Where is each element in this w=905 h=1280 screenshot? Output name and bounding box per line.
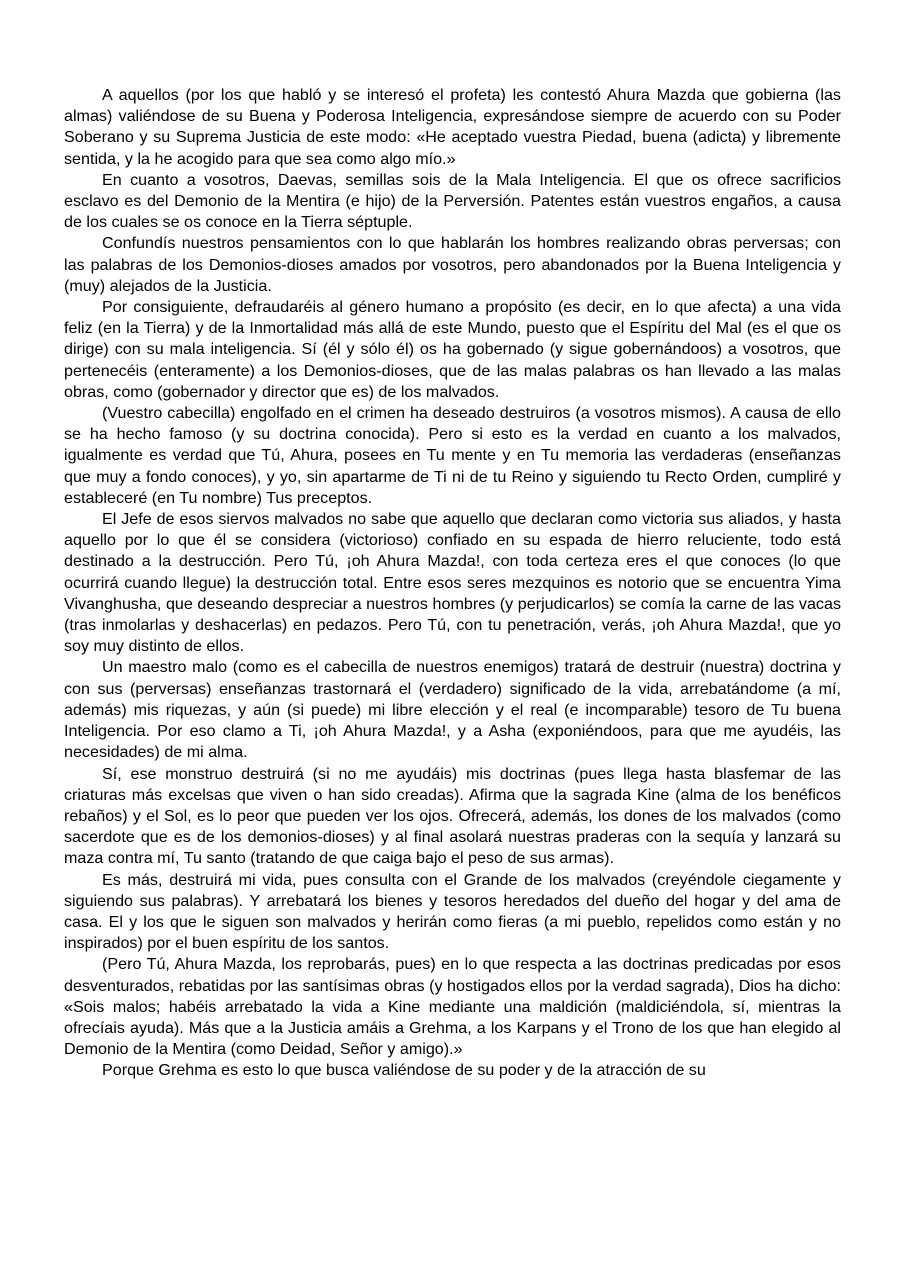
paragraph: Es más, destruirá mi vida, pues consulta con el Grande de los malvados (creyéndole ciegamente y siguiendo sus palabras). Y arrebatará los bienes y tesoros heredados del dueño del hogar y del ama de casa. El y los que le siguen son malvados y herirán como fieras (a mi pueblo, repelidos como están y no inspirados) por el buen espíritu de los santos. bbox=[64, 870, 841, 953]
paragraph: Un maestro malo (como es el cabecilla de nuestros enemigos) tratará de destruir (nuestra) doctrina y con sus (perversas) enseñanzas trastornará el (verdadero) significado de la vida, arrebatándome (a mí, además) mis riquezas, y aún (si puede) mi libre elección y el real (e incomparable) tesoro de Tu buena Inteligencia. Por eso clamo a Ti, ¡oh Ahura Mazda!, y a Asha (exponiéndoos, para que me ayudéis, las necesidades) de mi alma. bbox=[64, 658, 841, 762]
paragraph: Sí, ese monstruo destruirá (si no me ayudáis) mis doctrinas (pues llega hasta blasfemar de las criaturas más excelsas que viven o han sido creadas). Afirma que la sagrada Kine (alma de los benéficos rebaños) y el Sol, es lo peor que pueden ver los ojos. Ofrecerá, además, los dones de los malvados (como sacerdote que es de los demonios-dioses) y al final asolará nuestras praderas con la sequía y lanzará su maza contra mí, Tu santo (tratando de que caiga bajo el peso de sus armas). bbox=[64, 764, 841, 868]
body-text-column bbox=[64, 85, 841, 1082]
paragraph: Por consiguiente, defraudaréis al género humano a propósito (es decir, en lo que afecta) a una vida feliz (en la Tierra) y de la Inmortalidad más allá de este Mundo, puesto que el Espíritu del Mal (es el que os dirige) con su mala inteligencia. Sí (él y sólo él) os ha gobernado (y sigue gobernándoos) a vosotros, que pertenecéis (enteramente) a los Demonios-dioses, que de las malas palabras os han llevado a las malas obras, como (gobernador y director que es) de los malvados. bbox=[64, 298, 841, 401]
paragraph: El Jefe de esos siervos malvados no sabe que aquello que declaran como victoria sus aliados, y hasta aquello por lo que él se considera (victorioso) confiado en su espada de hierro reluciente, todo está destinado a la destrucción. Pero Tú, ¡oh Ahura Mazda!, con toda certeza eres el que conoces (lo que ocurrirá cuando llegue) la destrucción total. Entre esos seres mezquinos es notorio que se encuentra Yima Vivanghusha, que deseando despreciar a nuestros hombres (y perjudicarlos) se comía la carne de las vacas (tras inmolarlas y deshacerlas) en pedazos. Pero Tú, con tu penetración, verás, ¡oh Ahura Mazda!, que yo soy muy distinto de ellos. bbox=[64, 510, 841, 656]
paragraph: Confundís nuestros pensamientos con lo que hablarán los hombres realizando obras perversas; con las palabras de los Demonios-dioses amados por vosotros, pero abandonados por la Buena Inteligencia y (muy) alejados de la Justicia. bbox=[64, 234, 841, 295]
paragraph: (Vuestro cabecilla) engolfado en el crimen ha deseado destruiros (a vosotros mismos). A causa de ello se ha hecho famoso (y su doctrina conocida). Pero si esto es la verdad en cuanto a los malvados, igualmente es verdad que Tú, Ahura, posees en Tu mente y en Tu memoria las verdaderas (enseñanzas que muy a fondo conoces), y yo, sin apartarme de Ti ni de tu Reino y siguiendo tu Recto Orden, cumpliré y estableceré (en Tu nombre) Tus preceptos. bbox=[64, 404, 841, 507]
paragraph: En cuanto a vosotros, Daevas, semillas sois de la Mala Inteligencia. El que os ofrece sacrificios esclavo es del Demonio de la Mentira (e hijo) de la Perversión. Patentes están vuestros engaños, a causa de los cuales se os conoce en la Tierra séptuple. bbox=[64, 170, 841, 232]
paragraph: (Pero Tú, Ahura Mazda, los reprobarás, pues) en lo que respecta a las doctrinas predicadas por esos desventurados, rebatidas por las santísimas obras (y hostigados ellos por la verdad sagrada), Dios ha dicho: «Sois malos; habéis arrebatado la vida a Kine mediante una maldición (maldiciéndola, sí, mientras la ofrecíais ayuda). Más que a la Justicia amáis a Grehma, a los Karpans y el Trono de los que han elegido al Demonio de la Mentira (como Deidad, Señor y amigo).» bbox=[64, 955, 841, 1059]
paragraph: Porque Grehma es esto lo que busca valiéndose de su poder y de la atracción de su bbox=[102, 1061, 706, 1080]
paragraph: A aquellos (por los que habló y se interesó el profeta) les contestó Ahura Mazda que gobierna (las almas) valiéndose de su Buena y Poderosa Inteligencia, expresándose siempre de acuerdo con su Poder Soberano y su Suprema Justicia de este modo: «He aceptado vuestra Piedad, buena (adicta) y libremente sentida, y la he acogido para que sea como algo mío.» bbox=[64, 86, 841, 168]
